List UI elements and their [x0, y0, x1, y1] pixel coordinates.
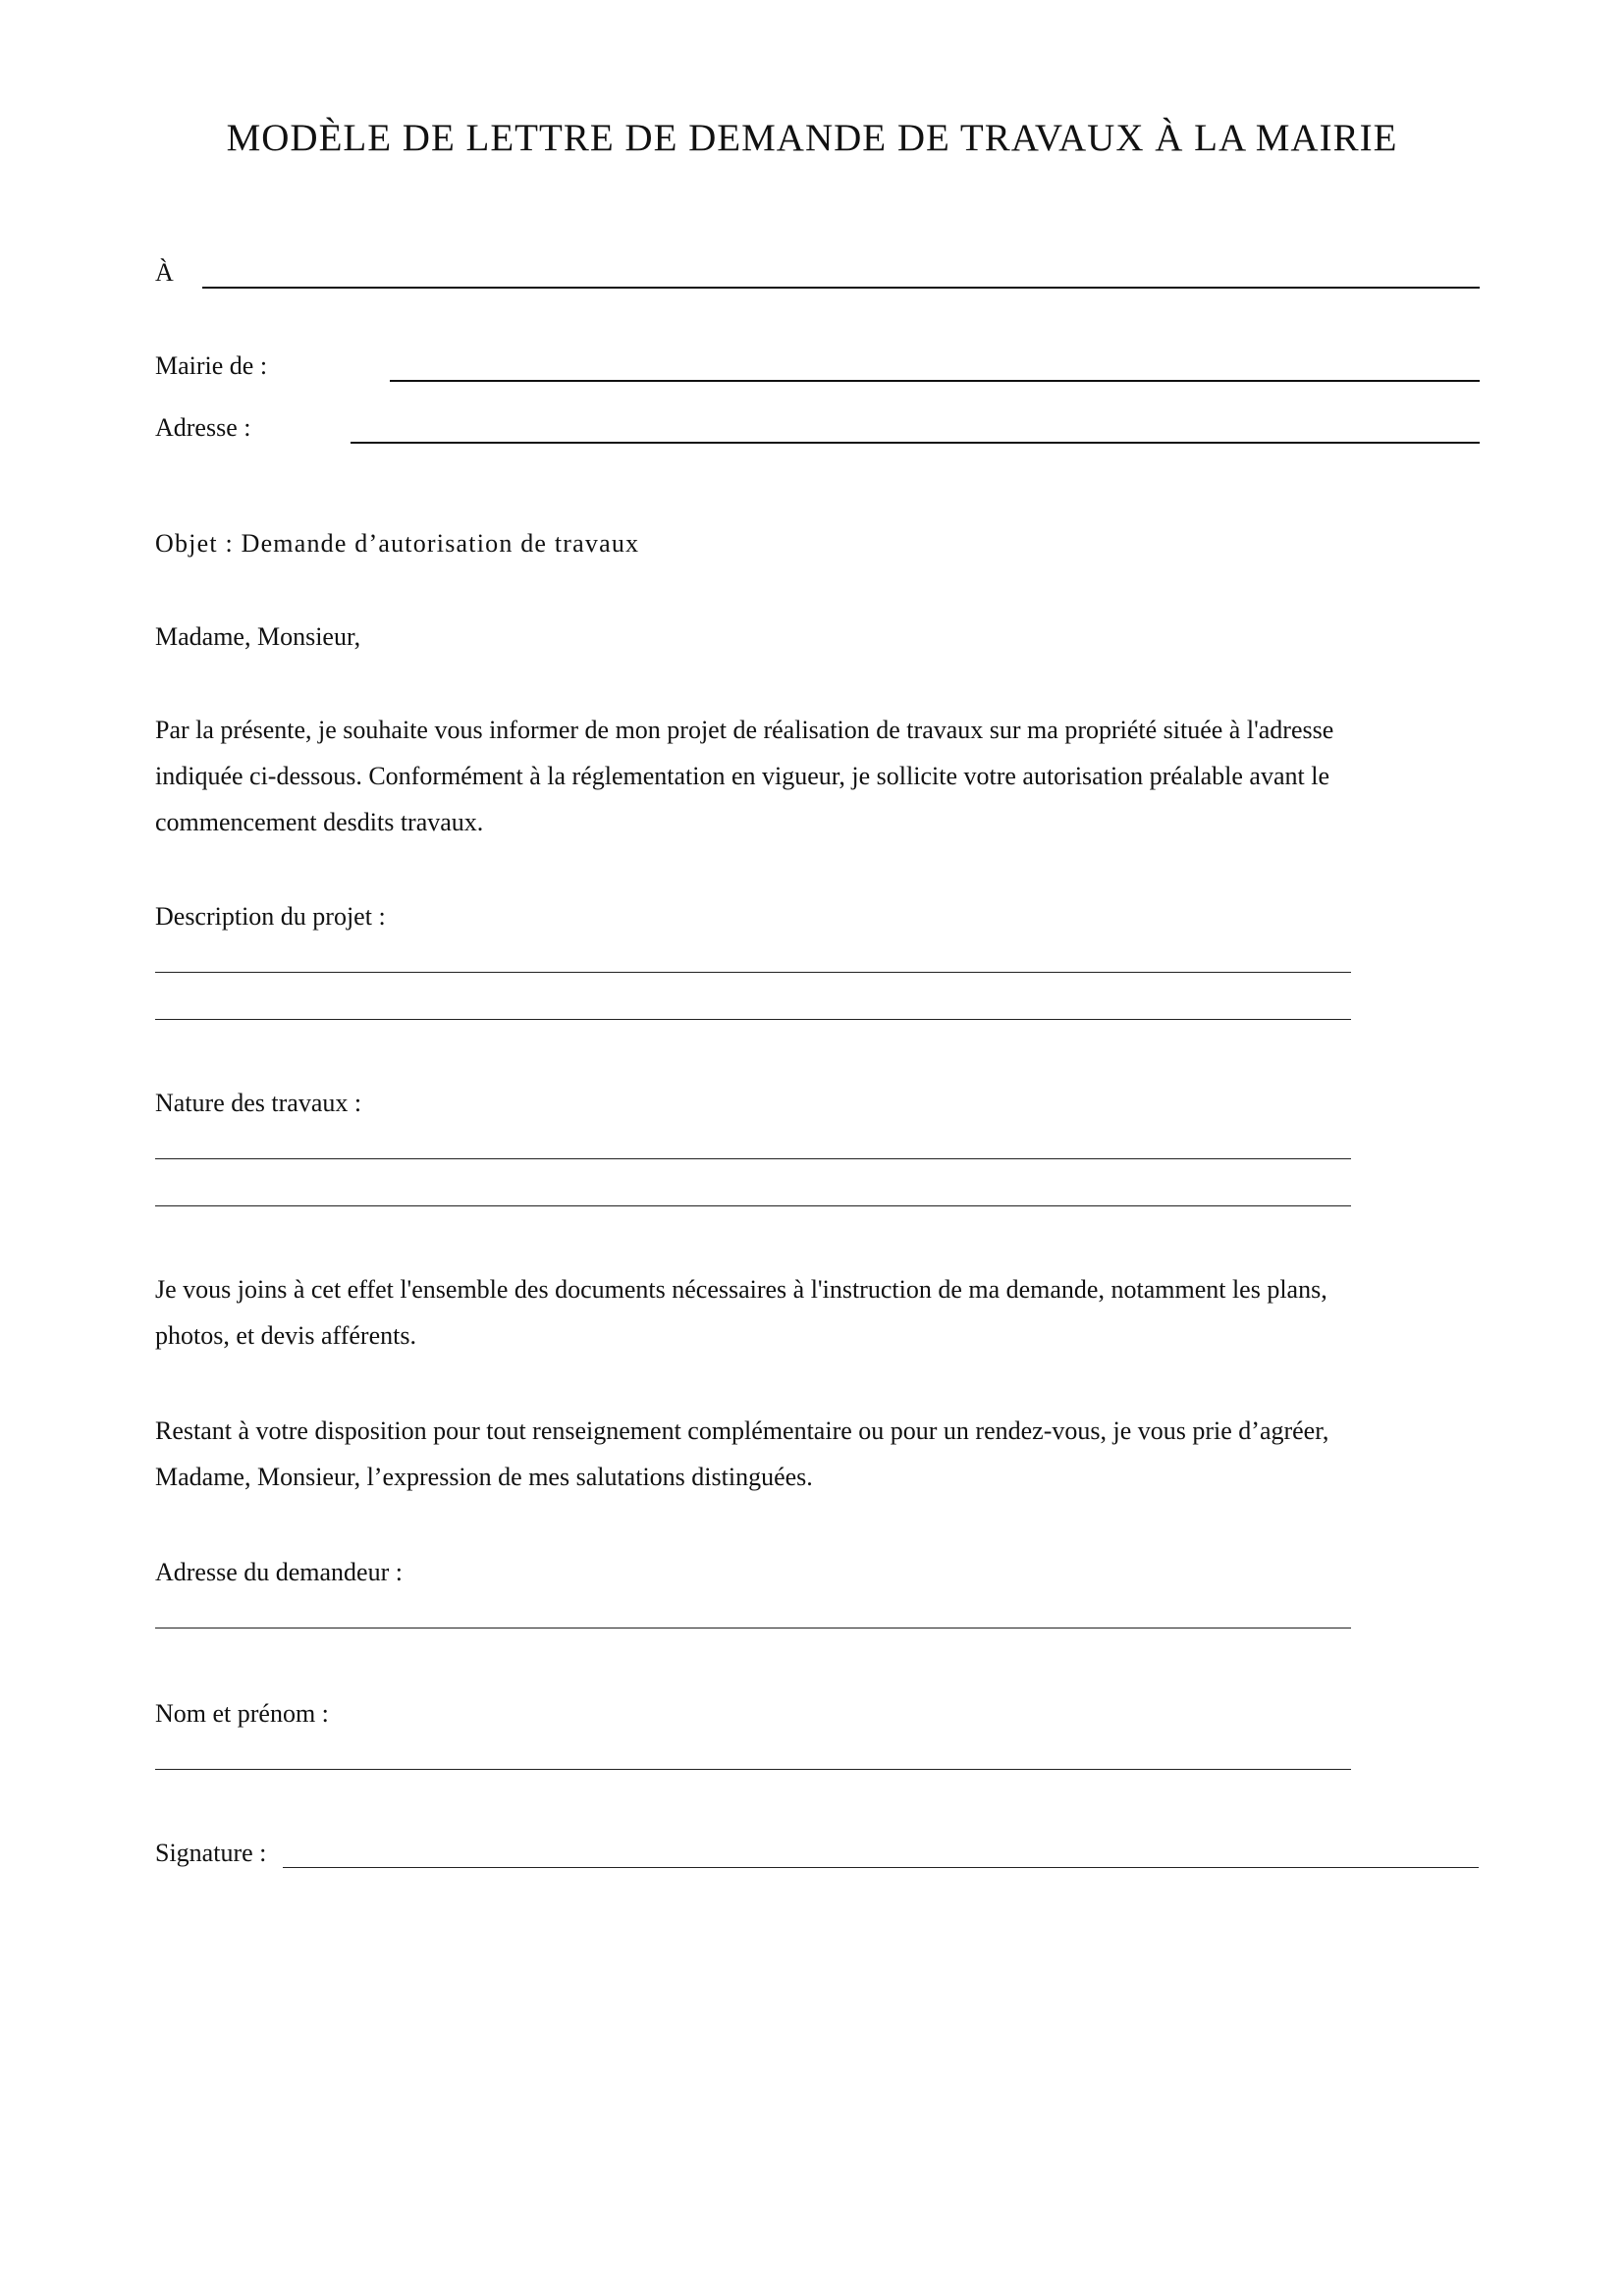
- nom-label: Nom et prénom :: [155, 1699, 329, 1728]
- documents-line: photos, et devis afférents.: [155, 1321, 416, 1350]
- intro-line: Par la présente, je souhaite vous informer de mon projet de réalisation de travaux sur ma propriété située à l'adresse: [155, 716, 1334, 744]
- signature-label: Signature :: [155, 1839, 267, 1867]
- document-title: MODÈLE DE LETTRE DE DEMANDE DE TRAVAUX À LA MAIRIE: [226, 117, 1398, 159]
- demandeur-address-label: Adresse du demandeur :: [155, 1558, 403, 1586]
- salutation: Madame, Monsieur,: [155, 622, 361, 651]
- mairie-line[interactable]: [390, 380, 1480, 382]
- description-line-1[interactable]: [155, 972, 1351, 973]
- nom-line[interactable]: [155, 1769, 1351, 1770]
- recipient-label: À: [155, 258, 174, 287]
- subject-line: Objet : Demande d’autorisation de travaux: [155, 529, 640, 558]
- intro-line: commencement desdits travaux.: [155, 808, 484, 836]
- signature-line[interactable]: [283, 1867, 1479, 1868]
- mairie-label: Mairie de :: [155, 351, 268, 380]
- documents-line: Je vous joins à cet effet l'ensemble des documents nécessaires à l'instruction de ma demande, notamment les plans,: [155, 1275, 1327, 1304]
- closing-line: Restant à votre disposition pour tout renseignement complémentaire ou pour un rendez-vous, je vous prie d’agréer,: [155, 1416, 1329, 1445]
- nature-label: Nature des travaux :: [155, 1089, 362, 1117]
- recipient-line[interactable]: [202, 287, 1480, 289]
- demandeur-address-line[interactable]: [155, 1628, 1351, 1629]
- intro-paragraph: [155, 707, 1490, 845]
- intro-line: indiquée ci-dessous. Conformément à la réglementation en vigueur, je sollicite votre autorisation préalable avant le: [155, 762, 1329, 790]
- description-line-2[interactable]: [155, 1019, 1351, 1020]
- description-label: Description du projet :: [155, 902, 386, 931]
- adresse-label: Adresse :: [155, 413, 251, 442]
- adresse-line[interactable]: [351, 442, 1480, 444]
- closing-line: Madame, Monsieur, l’expression de mes salutations distinguées.: [155, 1463, 813, 1491]
- documents-paragraph: [155, 1266, 1490, 1359]
- nature-line-1[interactable]: [155, 1158, 1351, 1159]
- closing-paragraph: [155, 1408, 1490, 1500]
- nature-line-2[interactable]: [155, 1205, 1351, 1206]
